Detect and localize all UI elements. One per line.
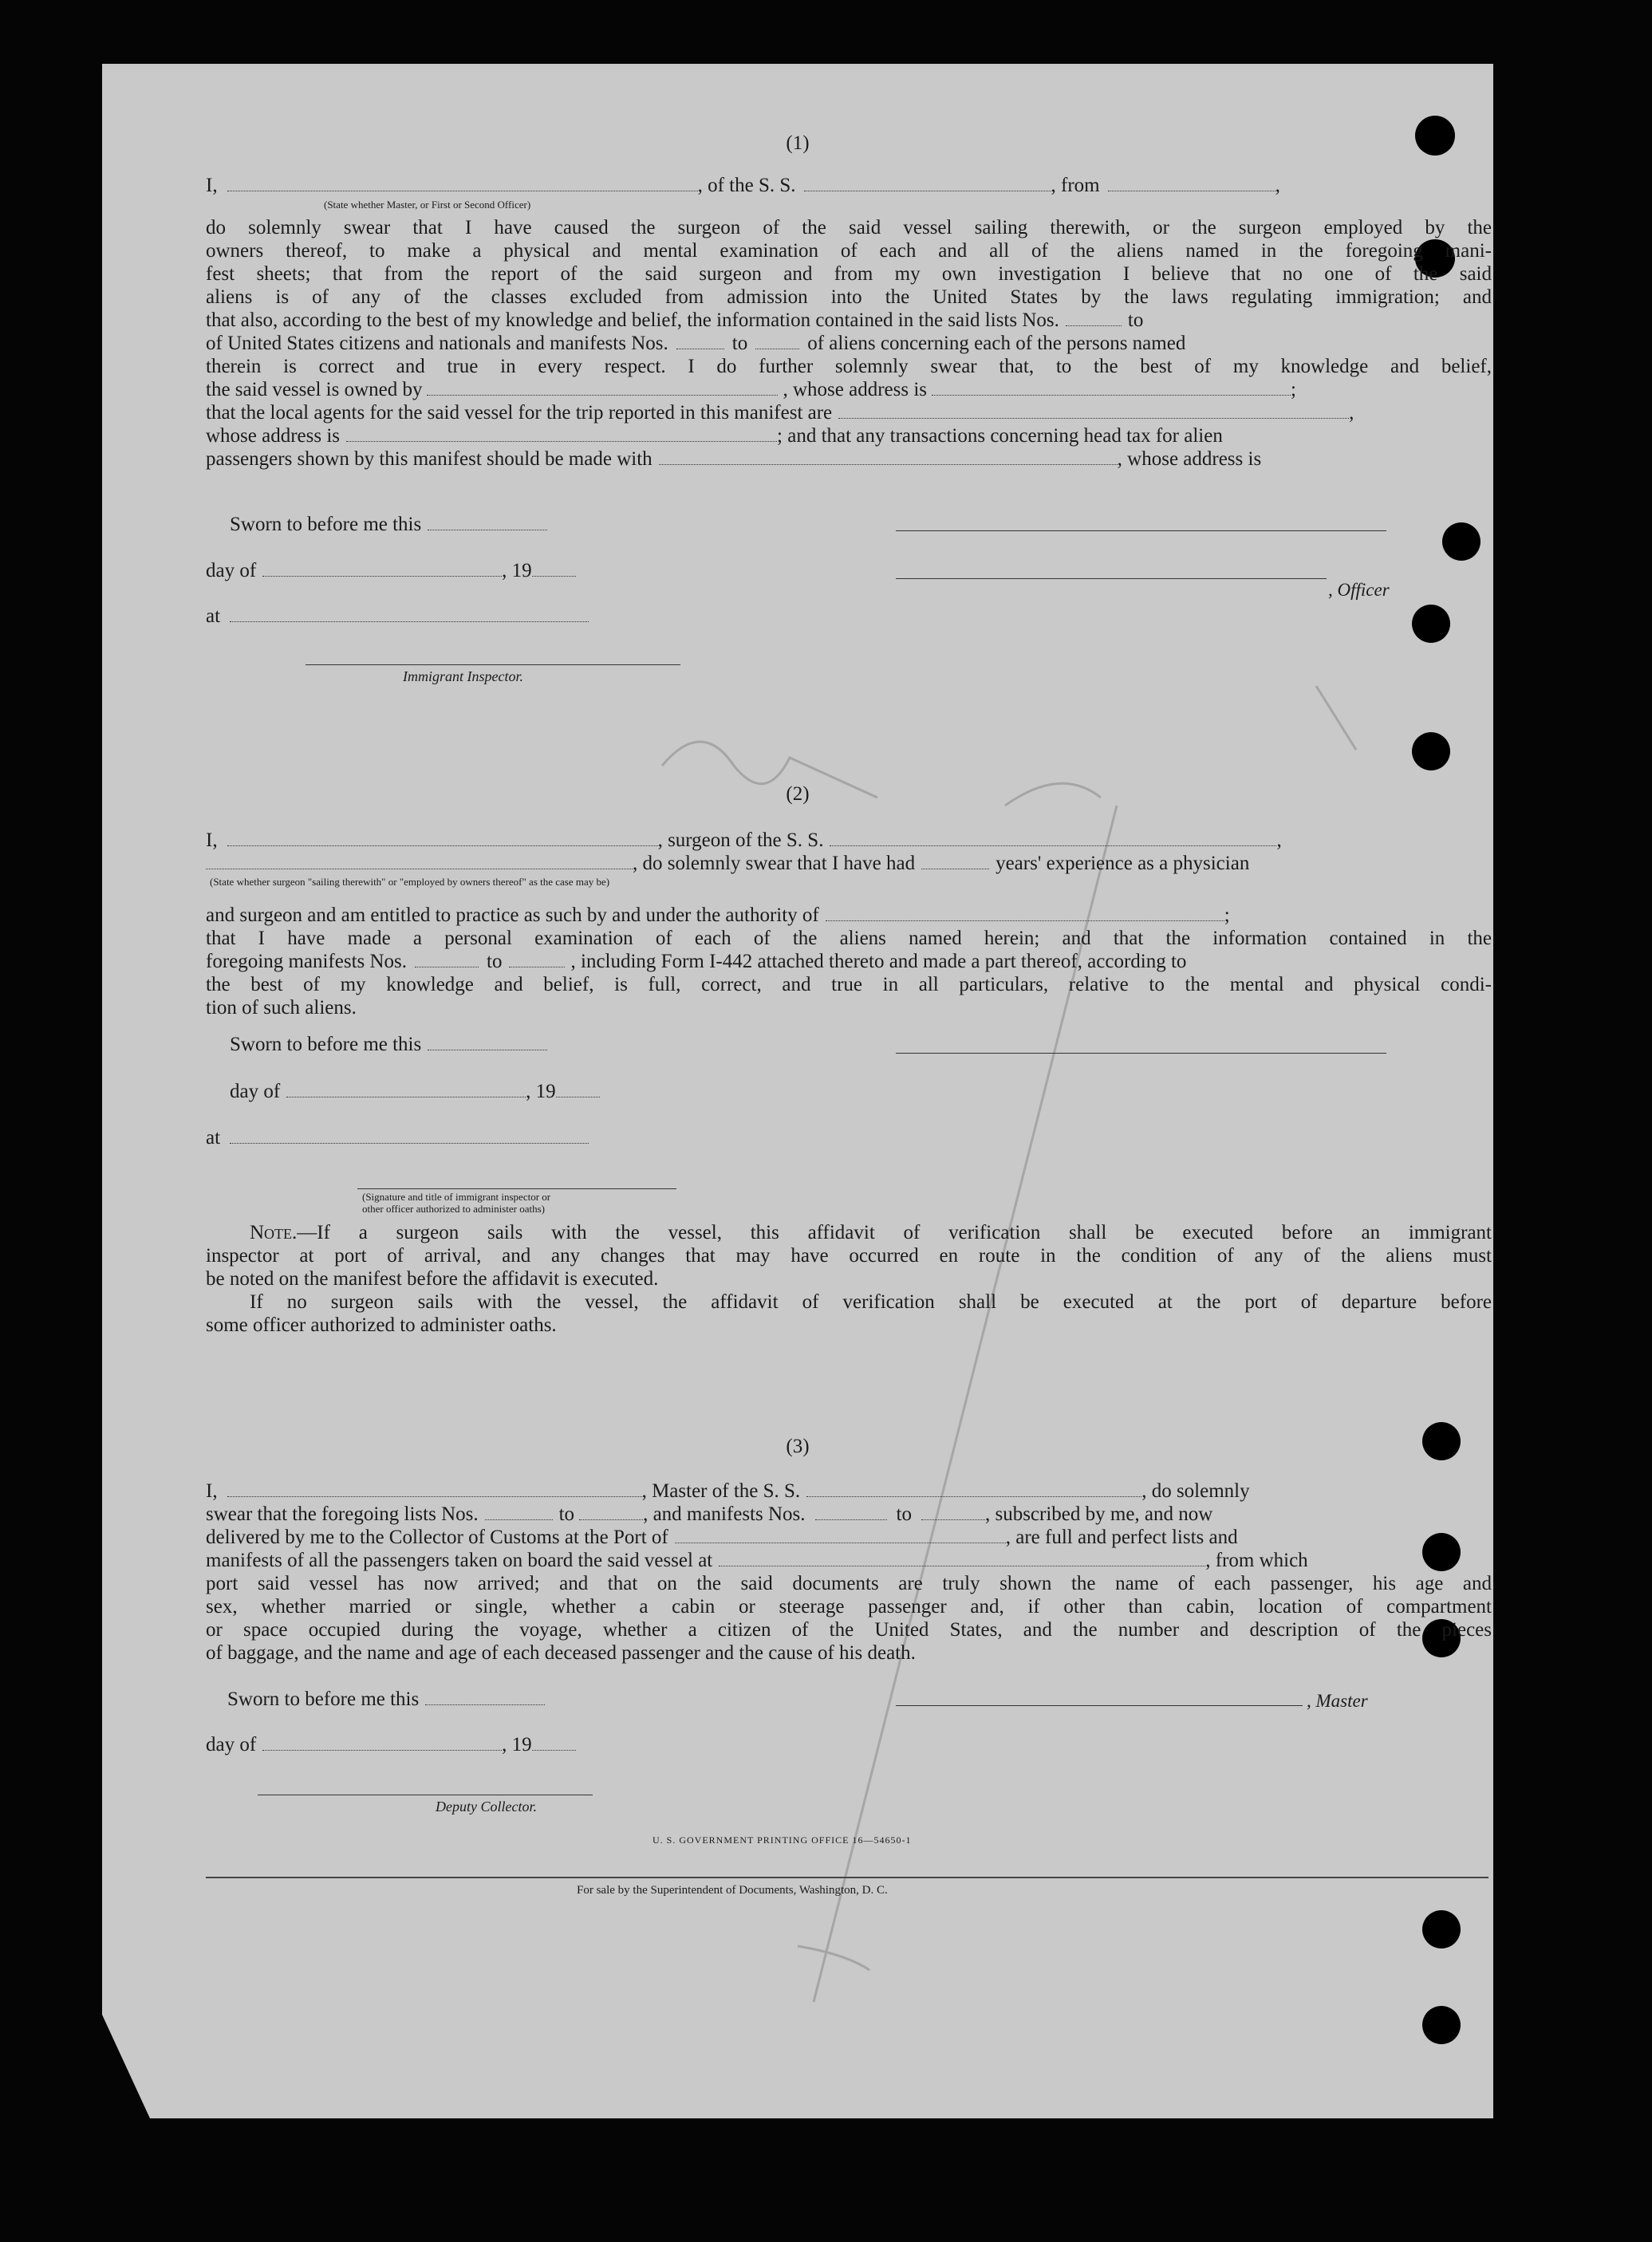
note-line: be noted on the manifest before the affidavit is executed.: [206, 1268, 659, 1290]
master-lists-to-field[interactable]: [579, 1505, 643, 1520]
section-3-para-line: manifests of all the passengers taken on board the said vessel at , from which: [206, 1550, 1308, 1571]
port-from-field[interactable]: [1108, 176, 1275, 191]
signature-note: (Signature and title of immigrant inspector or: [362, 1191, 551, 1203]
surgeon-manifests-to-field[interactable]: [509, 952, 565, 967]
surgeon-signature-line[interactable]: [896, 1053, 1386, 1054]
section-3-line-1: I, , Master of the S. S. , do solemnly: [206, 1480, 1250, 1502]
master-manifests-from-field[interactable]: [815, 1505, 887, 1520]
sworn-line: Sworn to before me this: [230, 1033, 547, 1056]
immigrant-inspector-caption: Immigrant Inspector.: [403, 668, 523, 684]
note-line: some officer authorized to administer oaths.: [206, 1314, 557, 1336]
section-1-para-line: do solemnly swear that I have caused the surgeon of the said vessel sailing therewith, or the surgeon employed by the: [206, 217, 1492, 238]
deputy-collector-caption: Deputy Collector.: [436, 1799, 537, 1814]
manifests-to-field[interactable]: [755, 334, 799, 349]
surgeon-vessel-field[interactable]: [830, 831, 1276, 846]
officer-note: (State whether Master, or First or Second Officer): [324, 199, 531, 211]
master-caption: , Master: [1307, 1691, 1368, 1711]
section-1-para-line: of United States citizens and nationals and manifests Nos. to of aliens concerning each of the persons named: [206, 333, 1186, 354]
day-of-line: day of , 19: [206, 559, 576, 582]
surgeon-manifests-from-field[interactable]: [415, 952, 479, 967]
officer-title-line[interactable]: [896, 578, 1327, 579]
section-3-para-line: of baggage, and the name and age of each deceased passenger and the cause of his death.: [206, 1642, 916, 1664]
lists-from-field[interactable]: [1066, 311, 1122, 326]
section-2-para-line: the best of my knowledge and belief, is full, correct, and true in all particulars, relative to the mental and physical condi-: [206, 974, 1492, 995]
sworn-line: Sworn to before me this: [227, 1688, 545, 1711]
section-1-para-line: fest sheets; that from the report of the said surgeon and from my own investigation I believe that no one of the said: [206, 263, 1492, 285]
sworn-place-field[interactable]: [230, 1129, 589, 1144]
sworn-line: Sworn to before me this: [230, 513, 547, 536]
surgeon-status-field[interactable]: [206, 854, 633, 869]
section-3-number: (3): [786, 1436, 810, 1457]
boarding-port-field[interactable]: [719, 1551, 1205, 1566]
officer-name-field[interactable]: [227, 176, 698, 191]
sworn-day-field[interactable]: [428, 1035, 547, 1050]
manifests-from-field[interactable]: [676, 334, 724, 349]
sworn-year-field[interactable]: [532, 561, 576, 577]
section-3-para-line: or space occupied during the voyage, whether a citizen of the United States, and the number and description of the pieces: [206, 1619, 1492, 1641]
section-1-para-line: that also, according to the best of my knowledge and belief, the information contained in the said lists Nos. to: [206, 309, 1144, 331]
section-1-para-line: aliens is of any of the classes excluded from admission into the United States by the laws regulating immigration; and: [206, 286, 1492, 308]
master-vessel-field[interactable]: [806, 1482, 1141, 1497]
surgeon-name-field[interactable]: [227, 831, 658, 846]
section-3-para-line: swear that the foregoing lists Nos. to , and manifests Nos. to , subscribed by me, and now: [206, 1503, 1213, 1525]
vessel-name-field[interactable]: [804, 176, 1051, 191]
local-agents-field[interactable]: [838, 404, 1349, 419]
section-1-para-line: owners thereof, to make a physical and mental examination of each and all of the aliens named in the foregoing mani-: [206, 240, 1492, 262]
inspector-signature-line[interactable]: [306, 664, 680, 665]
master-name-field[interactable]: [227, 1482, 642, 1497]
day-of-line: day of , 19: [206, 1733, 576, 1756]
note-line: If no surgeon sails with the vessel, the affidavit of verification shall be executed at the port of departure before: [250, 1291, 1492, 1313]
section-2-para-line: tion of such aliens.: [206, 997, 357, 1019]
section-2-para-line: and surgeon and am entitled to practice as such by and under the authority of ;: [206, 904, 1230, 926]
sworn-day-field[interactable]: [425, 1690, 545, 1705]
surgeon-status-note: (State whether surgeon "sailing therewith" or "employed by owners thereof" as the case may be): [210, 876, 610, 888]
inspector-signature-line[interactable]: [357, 1188, 676, 1189]
customs-port-field[interactable]: [675, 1528, 1006, 1543]
note-line: inspector at port of arrival, and any changes that may have occurred en route in the condition of any of the aliens must: [206, 1245, 1492, 1267]
section-3-para-line: port said vessel has now arrived; and that on the said documents are truly shown the name of each passenger, his age and: [206, 1573, 1492, 1594]
at-line: at: [206, 1126, 589, 1149]
sworn-month-field[interactable]: [262, 1736, 502, 1751]
section-1-para-line: that the local agents for the said vessel for the trip reported in this manifest are ,: [206, 402, 1354, 424]
master-manifests-to-field[interactable]: [921, 1505, 985, 1520]
note-line: Note.—If a surgeon sails with the vessel, this affidavit of verification shall be executed before an immigrant: [250, 1222, 1492, 1243]
footer-rule: [206, 1877, 1488, 1878]
sworn-year-field[interactable]: [532, 1736, 576, 1751]
owner-field[interactable]: [427, 380, 778, 396]
section-1-para-line: whose address is ; and that any transactions concerning head tax for alien: [206, 425, 1223, 447]
head-tax-contact-field[interactable]: [659, 450, 1118, 465]
agents-address-field[interactable]: [346, 427, 777, 442]
signature-note: other officer authorized to administer oaths): [362, 1203, 545, 1215]
section-2-line-1: I, , surgeon of the S. S. ,: [206, 829, 1282, 851]
section-3-para-line: delivered by me to the Collector of Customs at the Port of , are full and perfect lists and: [206, 1527, 1238, 1548]
master-lists-from-field[interactable]: [485, 1505, 553, 1520]
at-line: at: [206, 605, 589, 628]
section-2-para-line: that I have made a personal examination of each of the aliens named herein; and that the information contained in the: [206, 928, 1492, 949]
section-1-number: (1): [786, 132, 810, 154]
section-2-line-2: , do solemnly swear that I have had years' experience as a physician: [206, 852, 1492, 875]
section-3-para-line: sex, whether married or single, whether a cabin or steerage passenger and, if other than cabin, location of compartment: [206, 1596, 1492, 1617]
master-signature-line[interactable]: [896, 1705, 1303, 1706]
officer-signature-line[interactable]: [896, 530, 1386, 531]
printing-office-line: U. S. GOVERNMENT PRINTING OFFICE 16—54650-1: [653, 1834, 912, 1846]
years-experience-field[interactable]: [921, 854, 989, 869]
sworn-month-field[interactable]: [262, 561, 502, 577]
officer-caption: , Officer: [1328, 580, 1390, 600]
practice-authority-field[interactable]: [826, 906, 1224, 921]
section-1-para-line: the said vessel is owned by , whose address is ;: [206, 379, 1296, 400]
section-1-line-1: I, , of the S. S. , from ,: [206, 175, 1280, 196]
section-2-number: (2): [786, 783, 810, 805]
owner-address-field[interactable]: [932, 380, 1291, 396]
section-2-para-line: foregoing manifests Nos. to , including Form I-442 attached thereto and made a part thereof, according to: [206, 951, 1187, 972]
sworn-place-field[interactable]: [230, 607, 589, 622]
sworn-year-field[interactable]: [556, 1082, 600, 1097]
section-1-para-line: passengers shown by this manifest should be made with , whose address is: [206, 448, 1262, 470]
day-of-line: day of , 19: [230, 1080, 600, 1103]
section-1-para-line: therein is correct and true in every respect. I do further solemnly swear that, to the best of my knowledge and belief,: [206, 356, 1492, 377]
sworn-month-field[interactable]: [286, 1082, 526, 1097]
for-sale-line: For sale by the Superintendent of Documents, Washington, D. C.: [577, 1884, 888, 1897]
sworn-day-field[interactable]: [428, 515, 547, 530]
